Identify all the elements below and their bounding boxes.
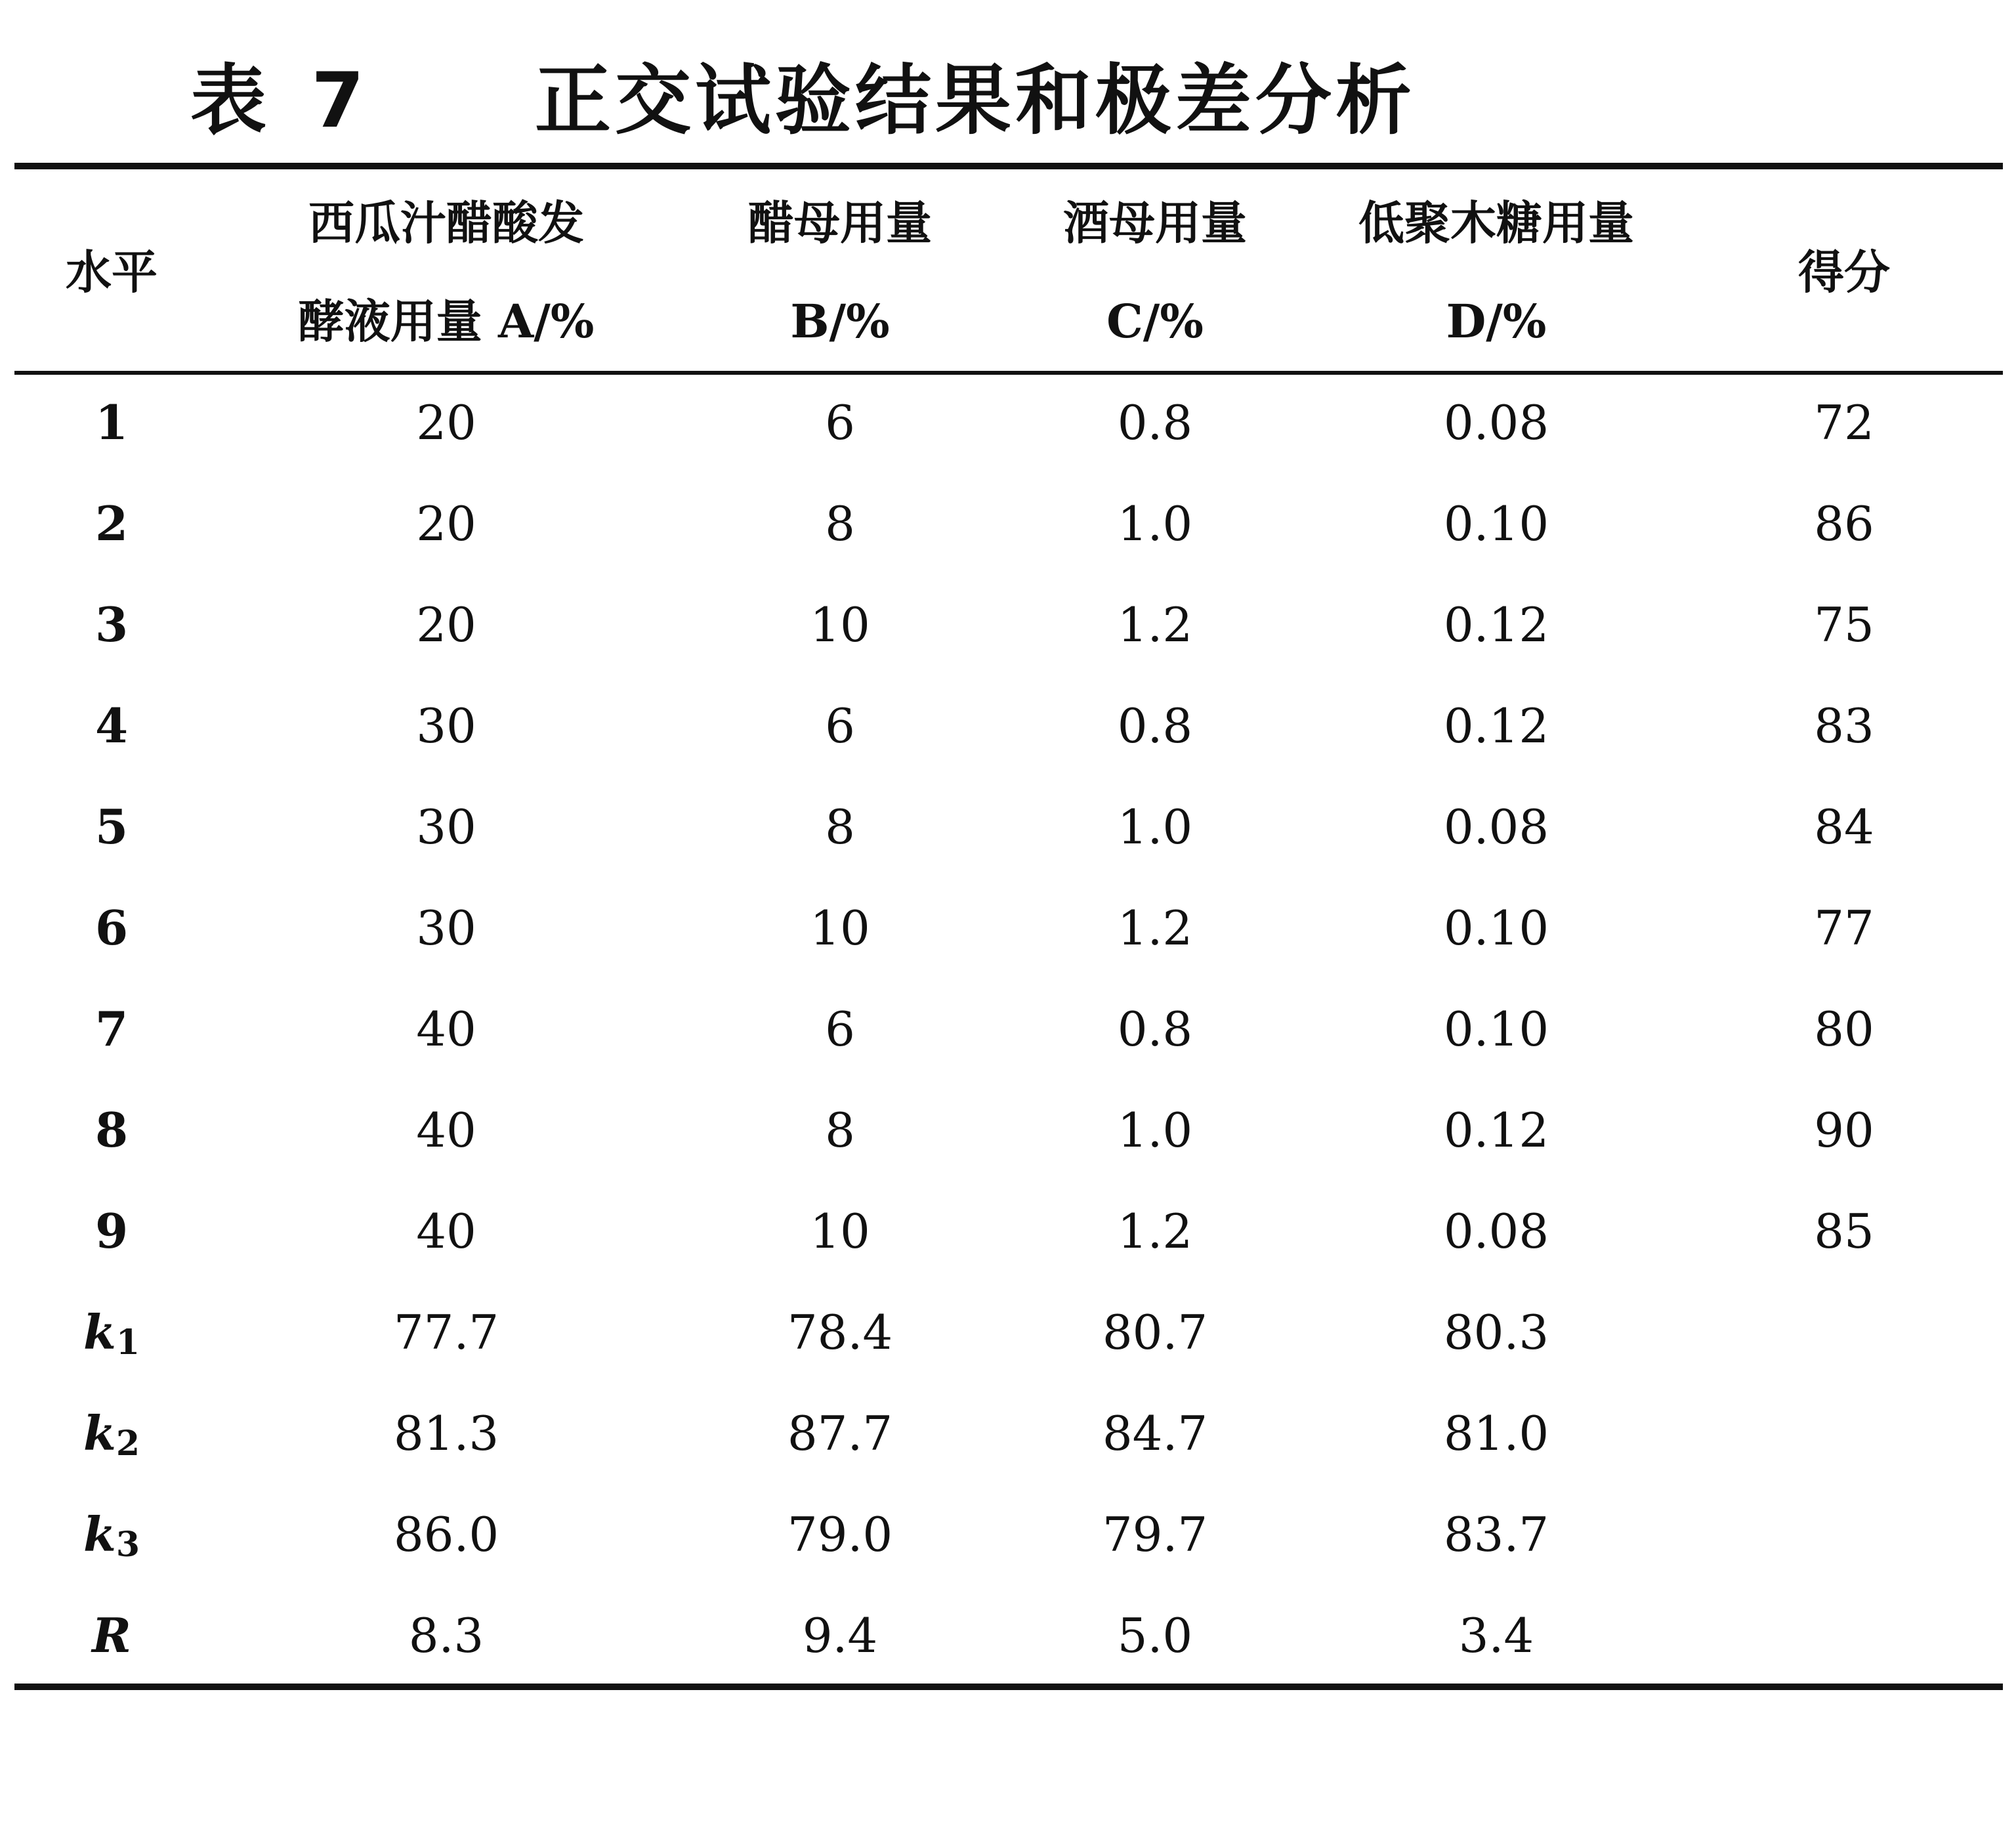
cell-a: 40 xyxy=(416,1103,476,1158)
cell-b: 8 xyxy=(825,799,855,855)
cell-b: 6 xyxy=(825,395,855,450)
cell-c: 1.0 xyxy=(1117,799,1193,855)
cell-b: 6 xyxy=(825,1002,855,1057)
cell-level: 4 xyxy=(94,698,129,753)
header-d-line2: D/% xyxy=(1446,294,1547,349)
cell-c: 1.2 xyxy=(1117,1204,1193,1259)
cell-d: 0.10 xyxy=(1443,1002,1549,1057)
header-c-line1: 酒母用量 xyxy=(1063,196,1247,250)
cell-level: 9 xyxy=(94,1203,129,1259)
summary-subscript: 2 xyxy=(116,1424,140,1464)
header-score: 得分 xyxy=(1798,245,1890,299)
cell-d: 0.10 xyxy=(1443,496,1549,551)
cell-score: 86 xyxy=(1814,496,1874,551)
cell-c: 1.0 xyxy=(1117,496,1193,551)
top-rule xyxy=(14,163,2003,169)
cell-b: 10 xyxy=(810,597,870,652)
cell-d: 83.7 xyxy=(1443,1507,1549,1562)
cell-d: 81.0 xyxy=(1443,1406,1549,1461)
bottom-rule xyxy=(14,1684,2003,1690)
summary-symbol: k xyxy=(83,1405,116,1461)
header-b-line2: B/% xyxy=(790,294,890,349)
cell-level: 7 xyxy=(94,1001,129,1057)
header-rule xyxy=(14,371,2003,375)
cell-a: 86.0 xyxy=(393,1507,499,1562)
cell-a: 77.7 xyxy=(393,1305,499,1360)
header-level: 水平 xyxy=(66,245,158,299)
summary-subscript: 1 xyxy=(116,1323,140,1363)
cell-b: 10 xyxy=(810,900,870,956)
cell-a: 40 xyxy=(416,1204,476,1259)
cell-c: 0.8 xyxy=(1117,1002,1193,1057)
table-label: 表 7 xyxy=(190,56,374,145)
summary-label xyxy=(52,1585,171,1686)
cell-level: 1 xyxy=(94,394,129,450)
cell-score: 85 xyxy=(1814,1204,1874,1259)
summary-label xyxy=(52,1484,171,1585)
summary-label xyxy=(52,1282,171,1383)
cell-b: 79.0 xyxy=(787,1507,893,1562)
cell-d: 0.12 xyxy=(1443,1103,1549,1158)
header-a-line2: 酵液用量 A/% xyxy=(298,294,595,349)
cell-score: 84 xyxy=(1814,799,1874,855)
cell-a: 8.3 xyxy=(408,1608,484,1663)
cell-d: 80.3 xyxy=(1443,1305,1549,1360)
cell-c: 1.0 xyxy=(1117,1103,1193,1158)
cell-a: 30 xyxy=(416,698,476,753)
header-b-line1: 醋母用量 xyxy=(748,196,932,250)
cell-d: 0.12 xyxy=(1443,698,1549,753)
cell-b: 8 xyxy=(825,496,855,551)
summary-label xyxy=(52,1383,171,1484)
cell-c: 79.7 xyxy=(1102,1507,1208,1562)
cell-b: 8 xyxy=(825,1103,855,1158)
cell-c: 80.7 xyxy=(1102,1305,1208,1360)
cell-c: 5.0 xyxy=(1117,1608,1193,1663)
cell-score: 72 xyxy=(1814,395,1874,450)
cell-b: 10 xyxy=(810,1204,870,1259)
cell-c: 84.7 xyxy=(1102,1406,1208,1461)
summary-symbol: k xyxy=(83,1304,116,1360)
cell-d: 3.4 xyxy=(1458,1608,1534,1663)
cell-level: 5 xyxy=(94,799,129,855)
cell-b: 87.7 xyxy=(787,1406,893,1461)
cell-b: 9.4 xyxy=(802,1608,878,1663)
cell-c: 1.2 xyxy=(1117,900,1193,956)
cell-d: 0.08 xyxy=(1443,799,1549,855)
cell-d: 0.12 xyxy=(1443,597,1549,652)
summary-symbol: k xyxy=(83,1506,116,1562)
cell-d: 0.08 xyxy=(1443,1204,1549,1259)
header-a-line1: 西瓜汁醋酸发 xyxy=(308,196,584,250)
cell-score: 77 xyxy=(1814,900,1874,956)
cell-d: 0.08 xyxy=(1443,395,1549,450)
header-c-line2: C/% xyxy=(1106,294,1204,349)
cell-score: 80 xyxy=(1814,1002,1874,1057)
cell-b: 6 xyxy=(825,698,855,753)
cell-a: 40 xyxy=(416,1002,476,1057)
cell-level: 3 xyxy=(94,597,129,652)
cell-a: 20 xyxy=(416,597,476,652)
cell-level: 8 xyxy=(94,1102,129,1158)
cell-c: 1.2 xyxy=(1117,597,1193,652)
cell-score: 75 xyxy=(1814,597,1874,652)
cell-b: 78.4 xyxy=(787,1305,893,1360)
cell-a: 30 xyxy=(416,900,476,956)
cell-d: 0.10 xyxy=(1443,900,1549,956)
cell-a: 30 xyxy=(416,799,476,855)
cell-score: 90 xyxy=(1814,1103,1874,1158)
cell-a: 81.3 xyxy=(393,1406,499,1461)
cell-level: 6 xyxy=(94,900,129,956)
summary-subscript: 3 xyxy=(116,1525,140,1565)
cell-c: 0.8 xyxy=(1117,698,1193,753)
cell-a: 20 xyxy=(416,496,476,551)
cell-c: 0.8 xyxy=(1117,395,1193,450)
cell-score: 83 xyxy=(1814,698,1874,753)
summary-symbol: R xyxy=(92,1607,131,1663)
cell-level: 2 xyxy=(94,496,129,551)
header-d-line1: 低聚木糖用量 xyxy=(1358,196,1634,250)
table-title: 正交试验结果和极差分析 xyxy=(535,56,1416,145)
cell-a: 20 xyxy=(416,395,476,450)
table-caption xyxy=(0,33,2016,145)
